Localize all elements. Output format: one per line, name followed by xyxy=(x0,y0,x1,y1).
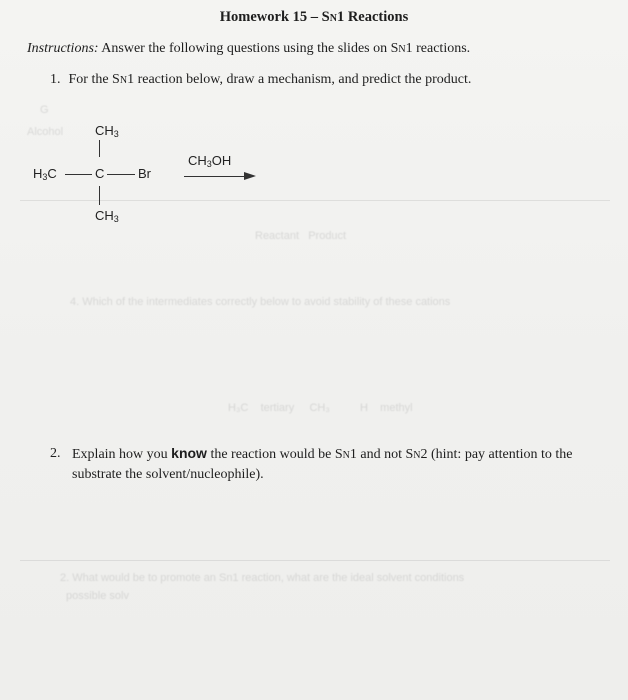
question-number: 2. xyxy=(50,446,61,461)
central-carbon-label: C xyxy=(95,166,105,181)
bleed-through-text: possible solv xyxy=(66,590,129,602)
bleed-through-line xyxy=(20,560,610,561)
question-1: 1. For the SN1 reaction below, draw a mechanism, and predict the product. xyxy=(50,72,472,87)
reagent-label: CH3OH xyxy=(188,153,232,169)
bleed-through-text: H methyl xyxy=(360,402,413,414)
left-methyl-label: H3C xyxy=(33,166,57,182)
bleed-through-text: 4. Which of the intermediates correctly below to avoid stability of these cations xyxy=(70,296,451,308)
bromine-label: Br xyxy=(138,166,151,181)
top-methyl-label: CH3 xyxy=(95,123,119,139)
question-number: 1. xyxy=(50,72,61,87)
bleed-through-text: Reactant Product xyxy=(255,230,347,242)
page-title: Homework 15 – SN1 Reactions xyxy=(219,9,409,25)
instructions-lead: Instructions: xyxy=(27,41,99,56)
reaction-arrow-head xyxy=(244,172,256,180)
bond-left xyxy=(65,174,92,175)
emphasis-know: know xyxy=(171,445,207,461)
reaction-scheme xyxy=(0,0,628,240)
instructions: Instructions: Answer the following questions using the slides on SN1 reactions. xyxy=(27,41,471,56)
bleed-through-text: G xyxy=(40,104,49,116)
bleed-through-text: Alcohol xyxy=(27,126,64,138)
bond-top xyxy=(99,140,100,157)
reaction-arrow xyxy=(184,176,246,177)
bond-right xyxy=(107,174,135,175)
bleed-through-text: H₃C tertiary CH₃ xyxy=(228,402,330,414)
question-2: 2. Explain how you know the reaction would be SN1 and not SN2 (hint: pay attention to the substrate the solvent/nucleophile). xyxy=(50,445,573,482)
bleed-through-text: 2. What would be to promote an Sn1 reaction, what are the ideal solvent conditions xyxy=(60,572,465,584)
bottom-methyl-label: CH3 xyxy=(95,208,119,224)
bond-bottom xyxy=(99,186,100,205)
